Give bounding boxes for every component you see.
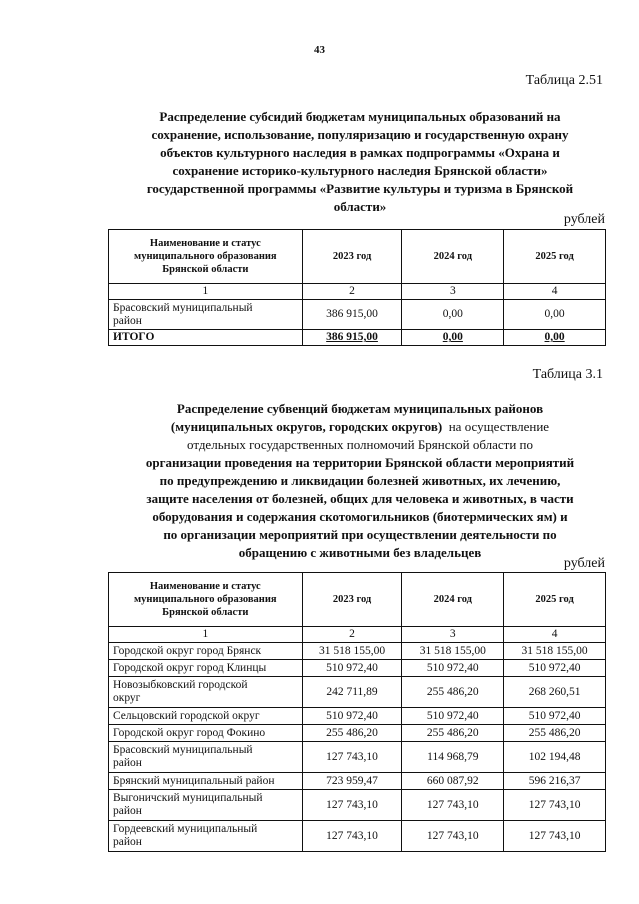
row-name-line: Брянский муниципальный район <box>113 774 275 787</box>
value-2023: 127 743,10 <box>302 742 402 773</box>
title-line: защите населения от болезней, общих для человека и животных, в части <box>146 491 574 506</box>
table-row <box>109 742 606 773</box>
row-name-line: район <box>113 836 142 848</box>
value-2025: 510 972,40 <box>504 708 606 725</box>
table-row <box>109 677 606 708</box>
title-line: Распределение субвенций бюджетам муниципальных районов <box>176 401 544 416</box>
page-number: 43 <box>314 44 325 56</box>
total-2025: 0,00 <box>504 330 606 346</box>
table-header-row <box>109 573 606 627</box>
row-name <box>109 725 303 742</box>
index-cell: 4 <box>504 627 606 643</box>
value-2023: 386 915,00 <box>302 300 402 330</box>
value-2025: 255 486,20 <box>504 725 606 742</box>
title-line: области» <box>333 199 387 214</box>
title-line: сохранение историко-культурного наследия Брянской области» <box>172 163 548 178</box>
header-name-line: Брянской области <box>162 607 249 618</box>
index-cell: 2 <box>302 627 402 643</box>
value-2023: 723 959,47 <box>302 773 402 790</box>
index-cell: 4 <box>504 284 606 300</box>
title-line-part: на осуществление <box>448 419 550 434</box>
row-name-line: район <box>113 314 142 327</box>
row-name-line: район <box>113 757 142 769</box>
value-2025: 127 743,10 <box>504 821 606 852</box>
row-name-line: Сельцовский городской округ <box>113 709 260 722</box>
value-2023: 127 743,10 <box>302 821 402 852</box>
table-2-51-label: Таблица 2.51 <box>525 73 603 88</box>
title-line: организации проведения на территории Брянской области мероприятий <box>145 455 575 470</box>
value-2024: 127 743,10 <box>402 790 504 821</box>
table-row <box>109 821 606 852</box>
table-row <box>109 660 606 677</box>
table-row <box>109 725 606 742</box>
title-line: обращению с животными без владельцев <box>238 545 482 560</box>
header-name-line: муниципального образования <box>134 251 277 262</box>
table-3-1-unit: рублей <box>563 556 605 571</box>
header-2023: 2023 год <box>302 573 402 627</box>
row-name <box>109 643 303 660</box>
table-row <box>109 708 606 725</box>
total-2023: 386 915,00 <box>302 330 402 346</box>
header-name <box>109 573 303 627</box>
total-label: ИТОГО <box>109 330 303 346</box>
title-line: по предупреждению и ликвидации болезней животных, их лечению, <box>159 473 561 488</box>
row-name-line: район <box>113 805 142 817</box>
table-header-row <box>109 230 606 284</box>
row-name <box>109 677 303 708</box>
header-name-line: Брянской области <box>162 264 249 275</box>
value-2025: 268 260,51 <box>504 677 606 708</box>
row-name <box>109 821 303 852</box>
value-2024: 127 743,10 <box>402 821 504 852</box>
row-name <box>109 660 303 677</box>
header-2024: 2024 год <box>402 230 504 284</box>
value-2025: 596 216,37 <box>504 773 606 790</box>
row-name-line: Городской округ город Фокино <box>113 726 266 739</box>
value-2025: 0,00 <box>504 300 606 330</box>
title-line: сохранение, использование, популяризацию и государственную охрану <box>151 127 569 142</box>
title-line-part: (муниципальных округов, городских округов) <box>170 419 443 434</box>
header-2025: 2025 год <box>504 230 606 284</box>
value-2024: 255 486,20 <box>402 677 504 708</box>
index-cell: 3 <box>402 627 504 643</box>
value-2023: 242 711,89 <box>302 677 402 708</box>
value-2024: 510 972,40 <box>402 708 504 725</box>
header-name <box>109 230 303 284</box>
table-row <box>109 300 606 330</box>
value-2024: 510 972,40 <box>402 660 504 677</box>
value-2025: 510 972,40 <box>504 660 606 677</box>
header-name-line: муниципального образования <box>134 594 277 605</box>
row-name-line: Выгоничский муниципальный <box>113 792 263 804</box>
title-line: объектов культурного наследия в рамках подпрограммы «Охрана и <box>160 145 560 160</box>
row-name-line: Гордеевский муниципальный <box>113 823 258 835</box>
value-2024: 114 968,79 <box>402 742 504 773</box>
index-cell: 3 <box>402 284 504 300</box>
value-2024: 660 087,92 <box>402 773 504 790</box>
table-row <box>109 643 606 660</box>
index-cell: 1 <box>109 284 303 300</box>
index-row <box>109 627 606 643</box>
row-name-line: Новозыбковский городской <box>113 679 248 691</box>
title-line: по организации мероприятий при осуществлении деятельности по <box>163 527 557 542</box>
header-name-line: Наименование и статус <box>149 238 261 249</box>
header-2024: 2024 год <box>402 573 504 627</box>
title-line: оборудования и содержания скотомогильников (биотермических ям) и <box>152 509 568 524</box>
value-2025: 31 518 155,00 <box>504 643 606 660</box>
value-2025: 127 743,10 <box>504 790 606 821</box>
table-3-1-title <box>108 400 612 562</box>
row-name-line: округ <box>113 692 141 704</box>
value-2024: 255 486,20 <box>402 725 504 742</box>
value-2024: 0,00 <box>402 300 504 330</box>
index-row <box>109 284 606 300</box>
row-name-line: Брасовский муниципальный <box>113 301 253 314</box>
title-line <box>108 418 612 436</box>
row-name <box>109 742 303 773</box>
value-2024: 31 518 155,00 <box>402 643 504 660</box>
index-cell: 1 <box>109 627 303 643</box>
total-row <box>109 330 606 346</box>
table-2-51 <box>108 229 606 346</box>
index-cell: 2 <box>302 284 402 300</box>
value-2023: 255 486,20 <box>302 725 402 742</box>
row-name-line: Городской округ город Клинцы <box>113 661 267 674</box>
table-row <box>109 773 606 790</box>
row-name-line: Городской округ город Брянск <box>113 644 262 657</box>
table-2-51-unit: рублей <box>563 212 605 227</box>
total-2024: 0,00 <box>402 330 504 346</box>
row-name <box>109 790 303 821</box>
value-2025: 102 194,48 <box>504 742 606 773</box>
row-name <box>109 773 303 790</box>
table-2-51-title <box>108 108 612 216</box>
value-2023: 31 518 155,00 <box>302 643 402 660</box>
row-name <box>109 708 303 725</box>
table-3-1-label: Таблица 3.1 <box>532 367 603 382</box>
row-name-line: Брасовский муниципальный <box>113 744 253 756</box>
header-2025: 2025 год <box>504 573 606 627</box>
header-2023: 2023 год <box>302 230 402 284</box>
title-line: отдельных государственных полномочий Брянской области по <box>186 437 534 452</box>
value-2023: 510 972,40 <box>302 660 402 677</box>
value-2023: 510 972,40 <box>302 708 402 725</box>
title-line: Распределение субсидий бюджетам муниципальных образований на <box>159 109 561 124</box>
title-line: государственной программы «Развитие культуры и туризма в Брянской <box>146 181 574 196</box>
value-2023: 127 743,10 <box>302 790 402 821</box>
table-3-1 <box>108 572 606 852</box>
table-row <box>109 790 606 821</box>
row-name <box>109 300 303 330</box>
header-name-line: Наименование и статус <box>149 581 261 592</box>
